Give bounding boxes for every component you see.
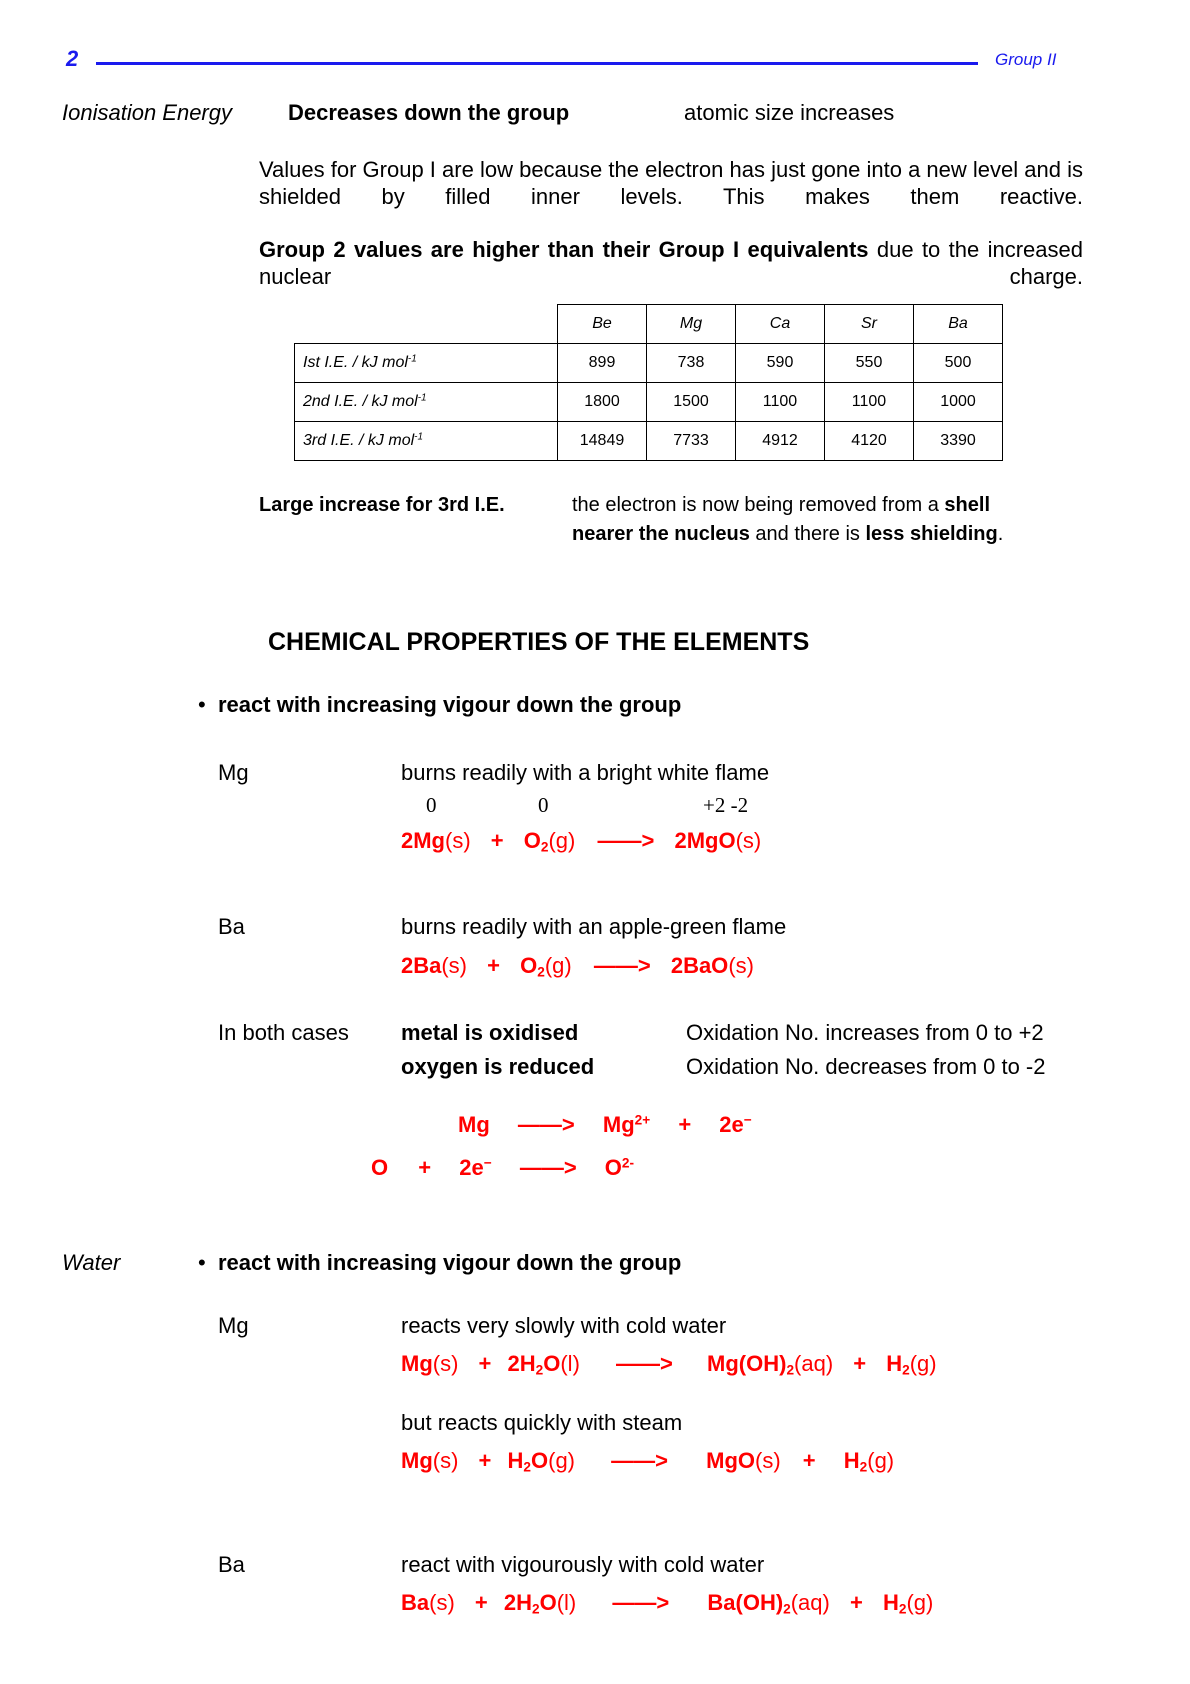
page-number: 2 [66,46,79,71]
table-cell: 500 [914,343,1003,382]
half-equation-o: O + 2e− ——> $O^{2-}$ [371,1155,635,1180]
table-header-ba: Ba [914,305,1003,344]
table-row [295,382,1003,421]
table-header-sr: Sr [825,305,914,344]
table-cell: 1500 [647,382,736,421]
table-row-label: 2nd I.E. / kJ mol$^{-1}$ [295,382,558,421]
ox-decrease: Oxidation No. decreases from 0 to -2 [686,1054,1046,1079]
ionisation-trend: Decreases down the group [288,100,570,125]
third-ie-line1: the electron is now being removed from a shell [572,494,990,516]
water-label: Water [62,1250,121,1275]
table-cell: 4912 [736,421,825,460]
table-cell: 1000 [914,382,1003,421]
table-cell: 738 [647,343,736,382]
ba-label: Ba [218,914,245,939]
group1-paragraph: Values for Group I are low because the electron has just gone into a new level and is shielded by filled inner levels. This makes them reactive. [259,157,1083,209]
table-cell: 14849 [558,421,647,460]
ionisation-reason: atomic size increases [684,100,895,125]
table-header-row [295,305,1003,344]
ox-number: 0 [538,793,549,817]
mg-description: burns readily with a bright white flame [401,760,770,785]
equation-mg-oxygen: $2Mg(s) + O_2(g)$ ——> 2MgO(s) [401,828,762,855]
group2-paragraph-bold: Group 2 values are higher than their Group I equivalents [259,237,869,262]
water-mg-label: Mg [218,1313,249,1338]
equation-mg-water: $Mg(s) + 2H_2O(l)$ ——> $Mg(OH)_2(aq) + H_2(g)$ [401,1351,937,1378]
chemical-heading: CHEMICAL PROPERTIES OF THE ELEMENTS [268,628,810,656]
table-cell: 3390 [914,421,1003,460]
table-cell: 550 [825,343,914,382]
bullet: • [198,1250,206,1275]
table-corner [295,305,558,344]
ba-description: burns readily with an apple-green flame [401,914,787,939]
metal-oxidised: metal is oxidised [401,1020,579,1045]
table-cell: 590 [736,343,825,382]
table-row [295,343,1003,382]
table-header-be: Be [558,305,647,344]
mg-cold-water: reacts very slowly with cold water [401,1313,727,1338]
table-row [295,421,1003,460]
table-header-mg: Mg [647,305,736,344]
header-rule [96,62,978,65]
mg-label: Mg [218,760,249,785]
both-cases-label: In both cases [218,1020,349,1045]
table-cell: 7733 [647,421,736,460]
equation-ba-water: $Ba(s) + 2H_2O(l)$ ——> $Ba(OH)_2(aq) + H_2(g)$ [401,1590,934,1617]
ox-number: +2 -2 [703,793,749,817]
ox-increase: Oxidation No. increases from 0 to +2 [686,1020,1044,1045]
water-trend: react with increasing vigour down the group [218,1250,682,1275]
ba-cold-water: react with vigourously with cold water [401,1552,765,1577]
third-ie-line2: nearer the nucleus and there is less shielding. [572,523,1004,545]
ionisation-energy-table [294,304,1003,461]
section-name: Group II [995,50,1057,69]
table-cell: 1100 [736,382,825,421]
table-row-label: Ist I.E. / kJ mol$^{-1}$ [295,343,558,382]
equation-ba-oxygen: $2Ba(s) + O_2(g)$ ——> 2BaO(s) [401,953,754,980]
table-cell: 4120 [825,421,914,460]
table-cell: 1100 [825,382,914,421]
bullet: • [198,692,206,717]
half-equation-mg: Mg ——> $Mg^{2+} + 2e^-$ [458,1112,752,1137]
oxygen-trend: react with increasing vigour down the group [218,692,682,717]
water-ba-label: Ba [218,1552,245,1577]
third-ie-label: Large increase for 3rd I.E. [259,494,505,516]
equation-mg-steam: $Mg(s) + H_2O(g)$ ——> $MgO(s) + H_2(g)$ [401,1448,895,1475]
table-header-ca: Ca [736,305,825,344]
oxygen-reduced: oxygen is reduced [401,1054,595,1079]
table-cell: 1800 [558,382,647,421]
group2-paragraph-rest: due to the increased nuclear charge. [259,237,1083,289]
mg-steam: but reacts quickly with steam [401,1410,683,1435]
ionisation-label: Ionisation Energy [62,100,232,125]
table-row-label: 3rd I.E. / kJ mol$^{-1}$ [295,421,558,460]
table-cell: 899 [558,343,647,382]
ox-number: 0 [426,793,437,817]
